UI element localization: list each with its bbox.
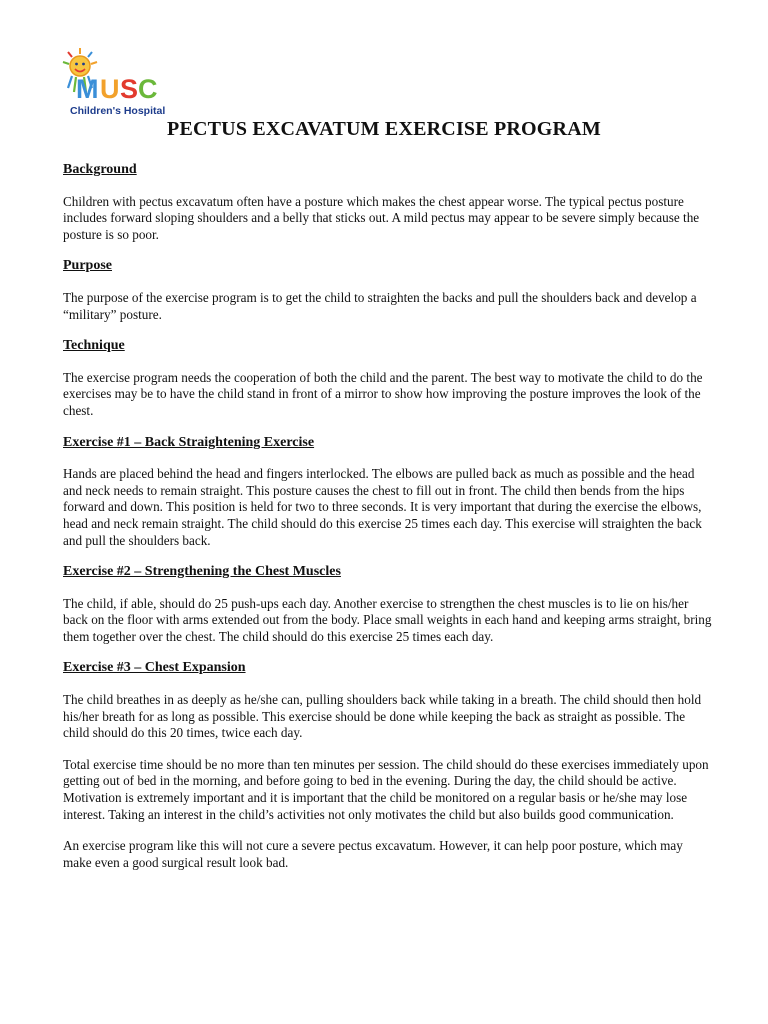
logo-graphic [62, 48, 172, 120]
section-technique [63, 338, 713, 419]
musc-childrens-hospital-logo [62, 48, 172, 120]
logo-letter-m: M [76, 74, 99, 104]
section-exercise-2 [63, 564, 713, 645]
section-purpose [63, 258, 713, 323]
section-background [63, 162, 713, 243]
logo-letter-s: S [120, 74, 139, 104]
heading-exercise-3: Exercise #3 – Chest Expansion [63, 660, 246, 676]
heading-background: Background [63, 162, 137, 177]
logo-letter-u: U [100, 74, 120, 104]
section-exercise-3 [63, 660, 713, 741]
paragraph-program-note: An exercise program like this will not cure a severe pectus excavatum. However, it can help poor posture, which may make even a good surgical result look bad. [63, 838, 683, 870]
heading-purpose: Purpose [63, 258, 112, 274]
heading-exercise-1: Exercise #1 – Back Straightening Exercise [63, 434, 315, 450]
heading-technique: Technique [63, 338, 125, 354]
page-title: PECTUS EXCAVATUM EXERCISE PROGRAM [167, 118, 601, 140]
paragraph-background: Children with pectus excavatum often have a posture which makes the chest appear worse. The typical pectus posture includes forward sloping shoulders and a belly that sticks out. A mild pectus may appear to be severe simply because the posture is so poor. [63, 193, 700, 242]
paragraph-exercise-3: The child breathes in as deeply as he/she can, pulling shoulders back while taking in a breath. The child should then hold his/her breath for as long as possible. This exercise should be done while keeping the back as straight as possible. The child should do this 20 times, twice each day. [63, 692, 702, 741]
paragraph-purpose: The purpose of the exercise program is to get the child to straighten the backs and pull the shoulders back and develop a “military” posture. [63, 289, 697, 322]
paragraph-exercise-time: Total exercise time should be no more than ten minutes per session. The child should do these exercises immediately upon getting out of bed in the morning, and before going to bed in the evening. During the day, the child should be active. Motivation is extremely important and it is important that the child be monitored on a regular basis or he/she may lose interest. Taking an interest in the child’s activities not only motivates the child but also builds good communication. [63, 756, 709, 822]
logo-letter-c: C [138, 74, 158, 104]
logo-subtitle: Children's Hospital [70, 105, 166, 117]
paragraph-exercise-1: Hands are placed behind the head and fingers interlocked. The elbows are pulled back as much as possible and the head and neck needs to remain straight. This posture causes the chest to fill out in front. The child then bends from the hips forward and down. This position is held for two to three seconds. It is very important that during the exercise the elbows, head and neck remain straight. The child should do this exercise 25 times each day. This exercise will straighten the back and pull the shoulders back. [63, 466, 702, 548]
section-exercise-1 [63, 435, 713, 550]
document-body [63, 162, 713, 886]
heading-exercise-2: Exercise #2 – Strengthening the Chest Muscles [63, 564, 341, 580]
paragraph-exercise-2: The child, if able, should do 25 push-ups each day. Another exercise to strengthen the chest muscles is to lie on his/her back on the floor with arms extended out from the body. Place small weights in each hand and keeping arms straight, bring them together over the chest. The child should do this exercise 25 times each day. [63, 595, 712, 644]
paragraph-technique: The exercise program needs the cooperation of both the child and the parent. The best way to motivate the child to do the exercises may be to have the child stand in front of a mirror to show how improving the posture improves the look of the chest. [63, 369, 703, 418]
